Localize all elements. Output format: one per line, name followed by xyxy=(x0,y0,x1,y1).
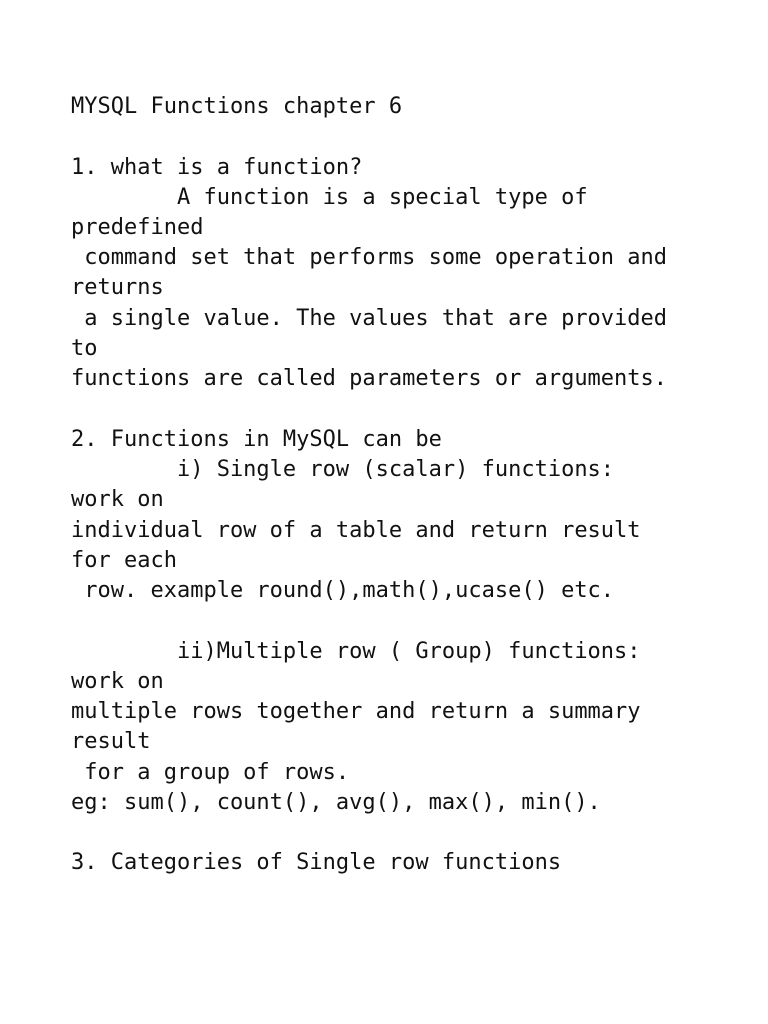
single-row-line: individual row of a table and return result xyxy=(71,518,641,543)
multiple-row-line: for a group of rows. xyxy=(71,760,350,785)
multiple-row-line: work on xyxy=(71,669,164,694)
single-row-line: work on xyxy=(71,487,164,512)
multiple-row-line: multiple rows together and return a summary xyxy=(71,699,641,724)
multiple-row-line: result xyxy=(71,729,151,754)
document-title: MYSQL Functions chapter 6 xyxy=(71,94,403,119)
section1-line: to xyxy=(71,336,98,361)
section3-heading: 3. Categories of Single row functions xyxy=(71,850,562,875)
section1-heading: 1. what is a function? xyxy=(71,155,363,180)
section1-line: functions are called parameters or arguments. xyxy=(71,366,668,391)
section1-line: command set that performs some operation and xyxy=(71,245,668,270)
multiple-row-line: eg: sum(), count(), avg(), max(), min(). xyxy=(71,790,601,815)
section1-line: A function is a special type of xyxy=(71,185,588,210)
single-row-line: i) Single row (scalar) functions: xyxy=(71,457,615,482)
single-row-line: for each xyxy=(71,548,177,573)
section2-heading: 2. Functions in MySQL can be xyxy=(71,427,442,452)
section1-line: a single value. The values that are provided xyxy=(71,306,668,331)
single-row-line: row. example round(),math(),ucase() etc. xyxy=(71,578,615,603)
section1-line: returns xyxy=(71,275,164,300)
multiple-row-line: ii)Multiple row ( Group) functions: xyxy=(71,639,641,664)
section1-line: predefined xyxy=(71,215,204,240)
